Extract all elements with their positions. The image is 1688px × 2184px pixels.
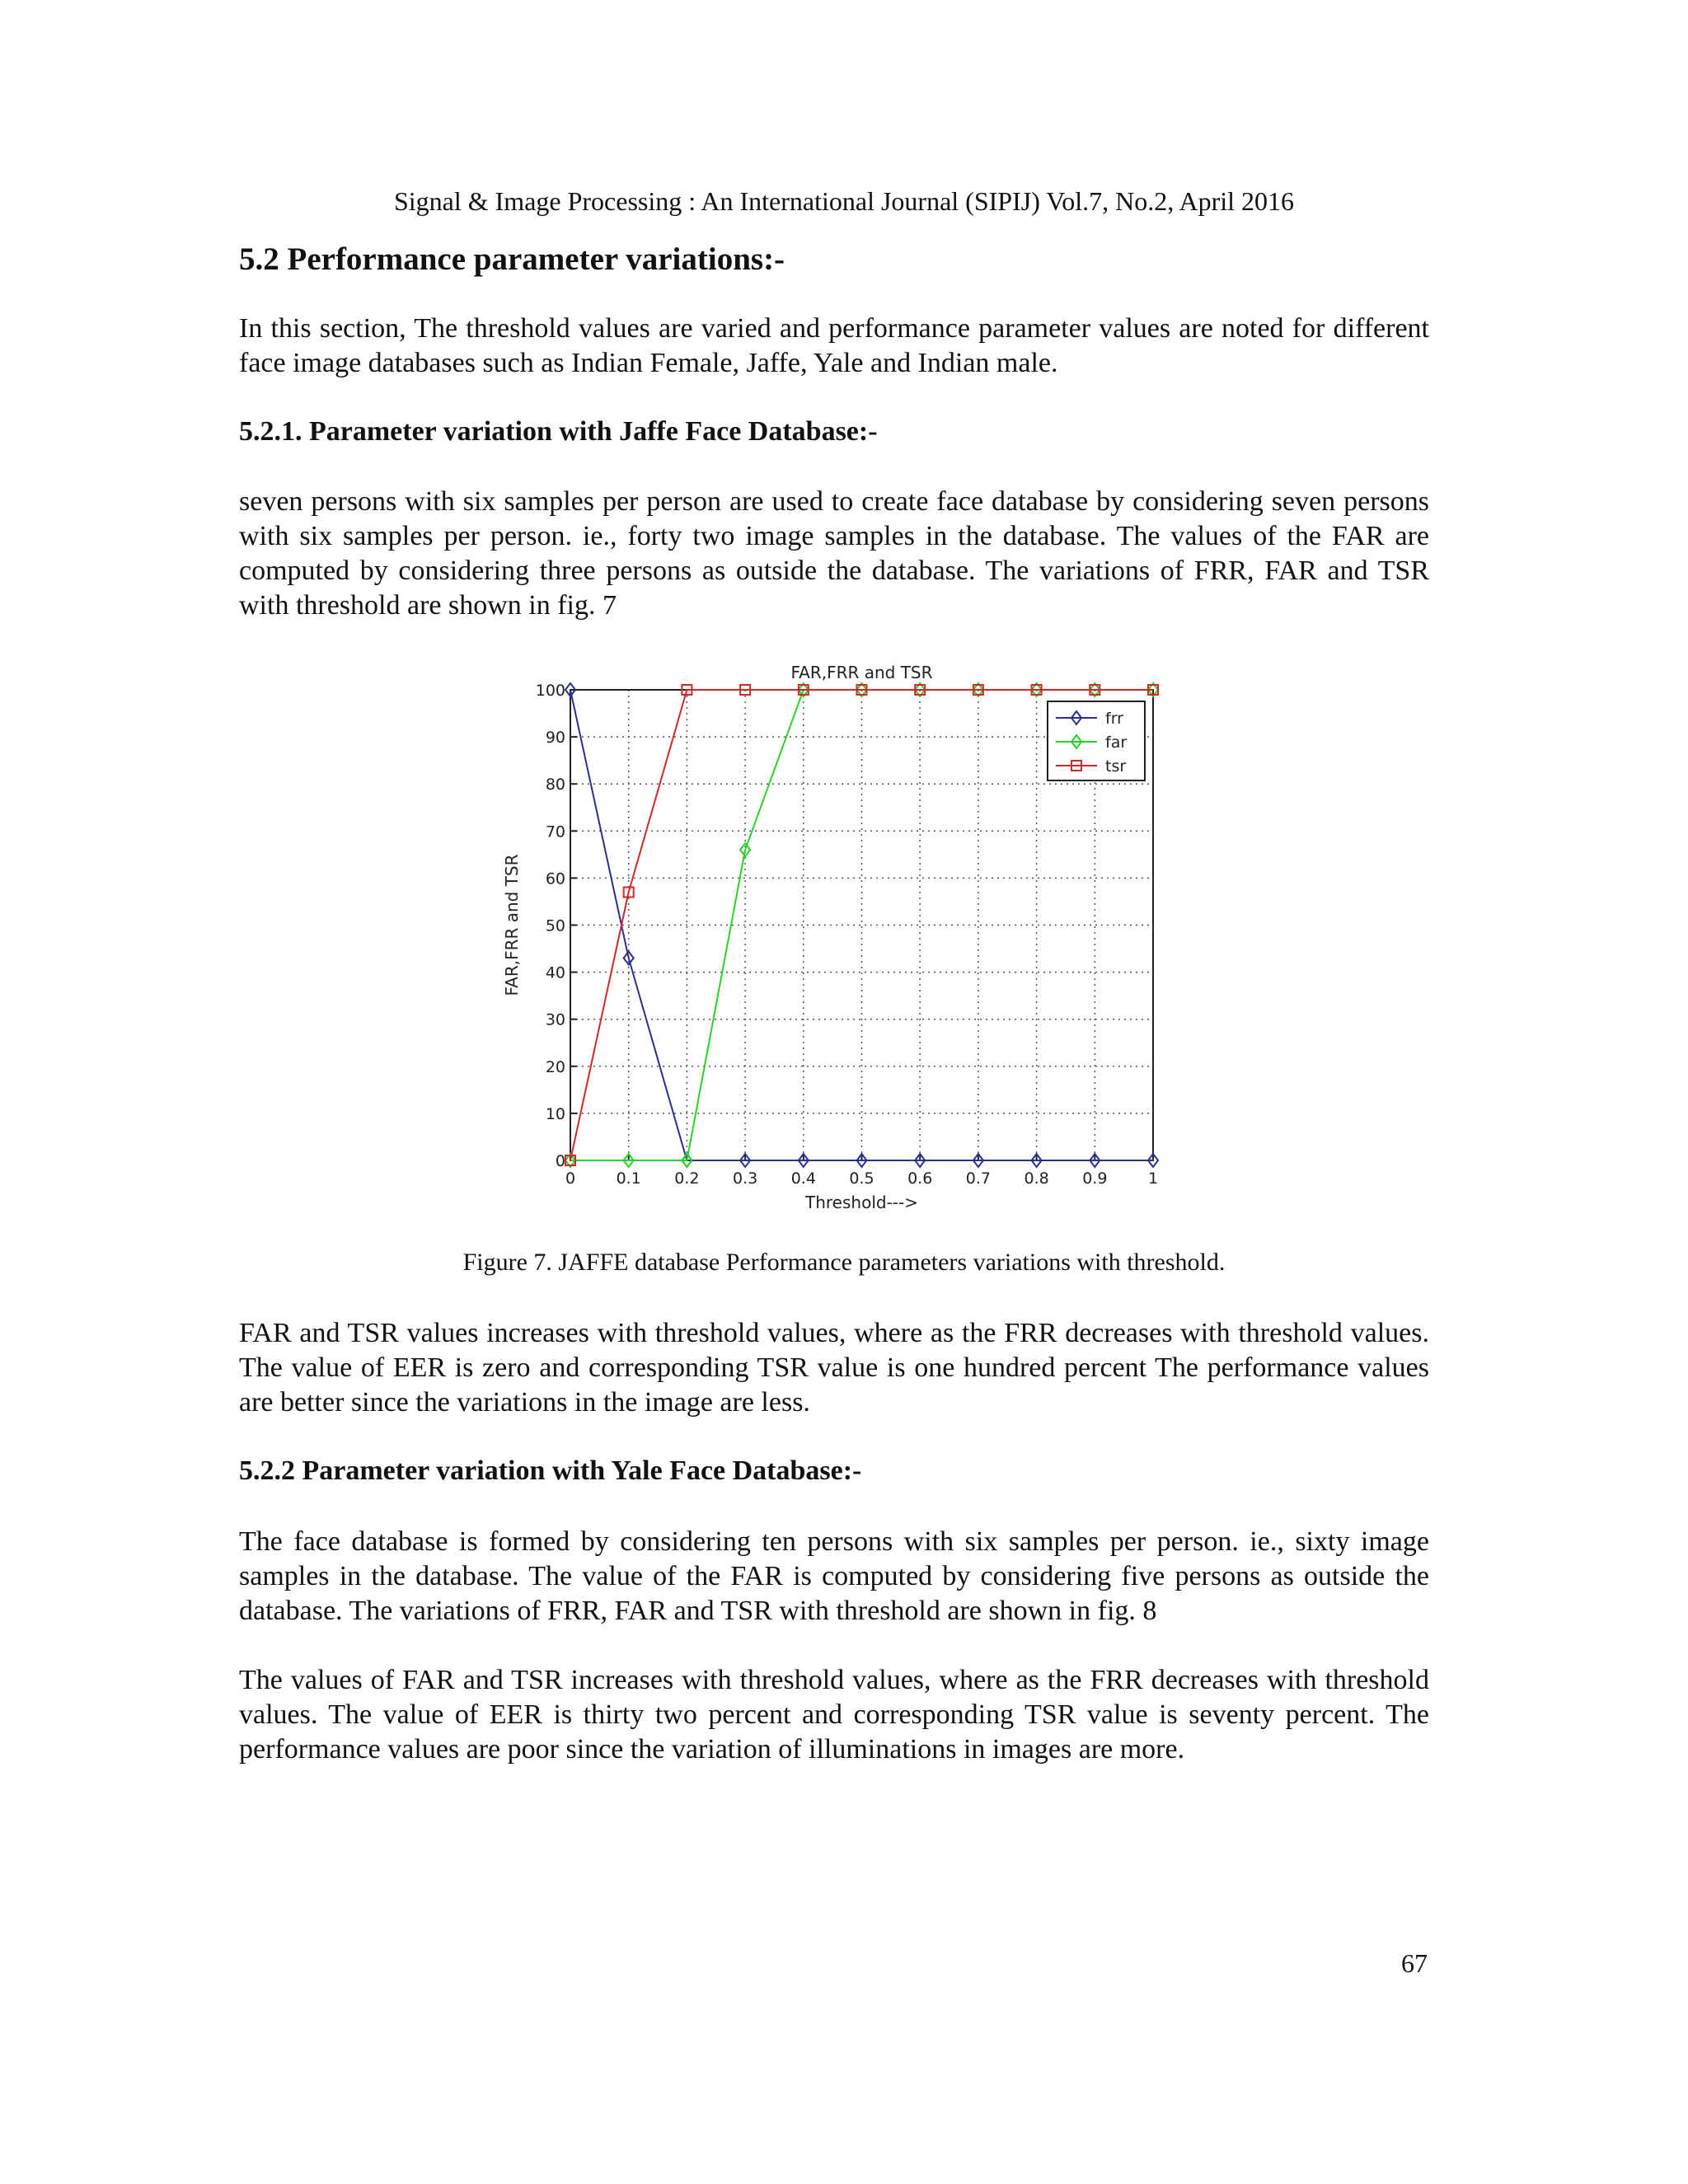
x-tick-label: 0.6 — [907, 1169, 933, 1188]
y-axis-label: FAR,FRR and TSR — [502, 854, 522, 996]
y-tick-label: 20 — [545, 1057, 565, 1076]
x-tick-label: 0.8 — [1024, 1169, 1049, 1188]
x-axis-label: Threshold---> — [805, 1193, 918, 1212]
section-intro-paragraph: In this section, The threshold values are varied and performance parameter values are noted for different face image databases such as Indian Female, Jaffe, Yale and Indian male. — [239, 313, 1429, 378]
x-tick-label: 0.1 — [616, 1169, 641, 1188]
yale-heading: 5.2.2 Parameter variation with Yale Face Database:- — [239, 1455, 862, 1486]
jaffe-paragraph-1: seven persons with six samples per person are used to create face database by considering seven persons with six samples per person. ie., forty two image samples in the database. The values of the FAR are computed by considering three persons as outside the database. The variations of FRR, FAR and TSR with threshold are shown in fig. 7 — [239, 486, 1429, 621]
x-tick-label: 0.4 — [790, 1169, 816, 1188]
y-tick-label: 70 — [545, 823, 565, 841]
yale-paragraph-2: The values of FAR and TSR increases with threshold values, where as the FRR decreases with threshold values. The value of EER is thirty two percent and corresponding TSR value is seventy percent. The performance values are poor since the variation of illuminations in images are more. — [239, 1665, 1429, 1765]
legend-label-frr: frr — [1105, 710, 1123, 728]
y-tick-label: 80 — [545, 776, 565, 794]
yale-paragraph-1: The face database is formed by considering ten persons with six samples per person. ie., sixty image samples in the database. The value of the FAR is computed by considering five persons as outside the database. The variations of FRR, FAR and TSR with threshold are shown in fig. 8 — [239, 1526, 1429, 1626]
y-tick-label: 90 — [545, 729, 565, 748]
y-tick-label: 100 — [535, 682, 565, 700]
x-tick-label: 0 — [565, 1169, 576, 1188]
page-number: 67 — [1401, 1948, 1428, 1978]
y-tick-label: 60 — [545, 869, 565, 888]
figure-7 — [495, 651, 1170, 1228]
section-heading: 5.2 Performance parameter variations:- — [239, 241, 785, 277]
x-tick-label: 0.2 — [674, 1169, 700, 1188]
y-tick-label: 40 — [545, 963, 565, 982]
x-tick-label: 0.3 — [732, 1169, 758, 1188]
legend-label-tsr: tsr — [1105, 757, 1127, 776]
jaffe-paragraph-2: FAR and TSR values increases with threshold values, where as the FRR decreases with threshold values. The value of EER is zero and corresponding TSR value is one hundred percent The performance values are better since the variations in the image are less. — [239, 1318, 1429, 1418]
chart-title: FAR,FRR and TSR — [790, 663, 933, 682]
x-tick-label: 1 — [1147, 1169, 1159, 1188]
x-tick-label: 0.9 — [1082, 1169, 1108, 1188]
x-tick-label: 0.5 — [849, 1169, 874, 1188]
y-tick-label: 50 — [545, 916, 565, 935]
legend-label-far: far — [1105, 733, 1128, 752]
figure-caption: Figure 7. JAFFE database Performance parameters variations with threshold. — [462, 1249, 1226, 1276]
running-header: Signal & Image Processing : An International Journal (SIPIJ) Vol.7, No.2, April 2016 — [393, 186, 1295, 216]
y-tick-label: 30 — [545, 1010, 565, 1029]
far-frr-tsr-chart — [495, 651, 1170, 1228]
y-tick-label: 0 — [555, 1152, 565, 1170]
y-tick-label: 10 — [545, 1104, 565, 1123]
x-tick-label: 0.7 — [965, 1169, 992, 1188]
jaffe-heading: 5.2.1. Parameter variation with Jaffe Face Database:- — [239, 416, 878, 447]
